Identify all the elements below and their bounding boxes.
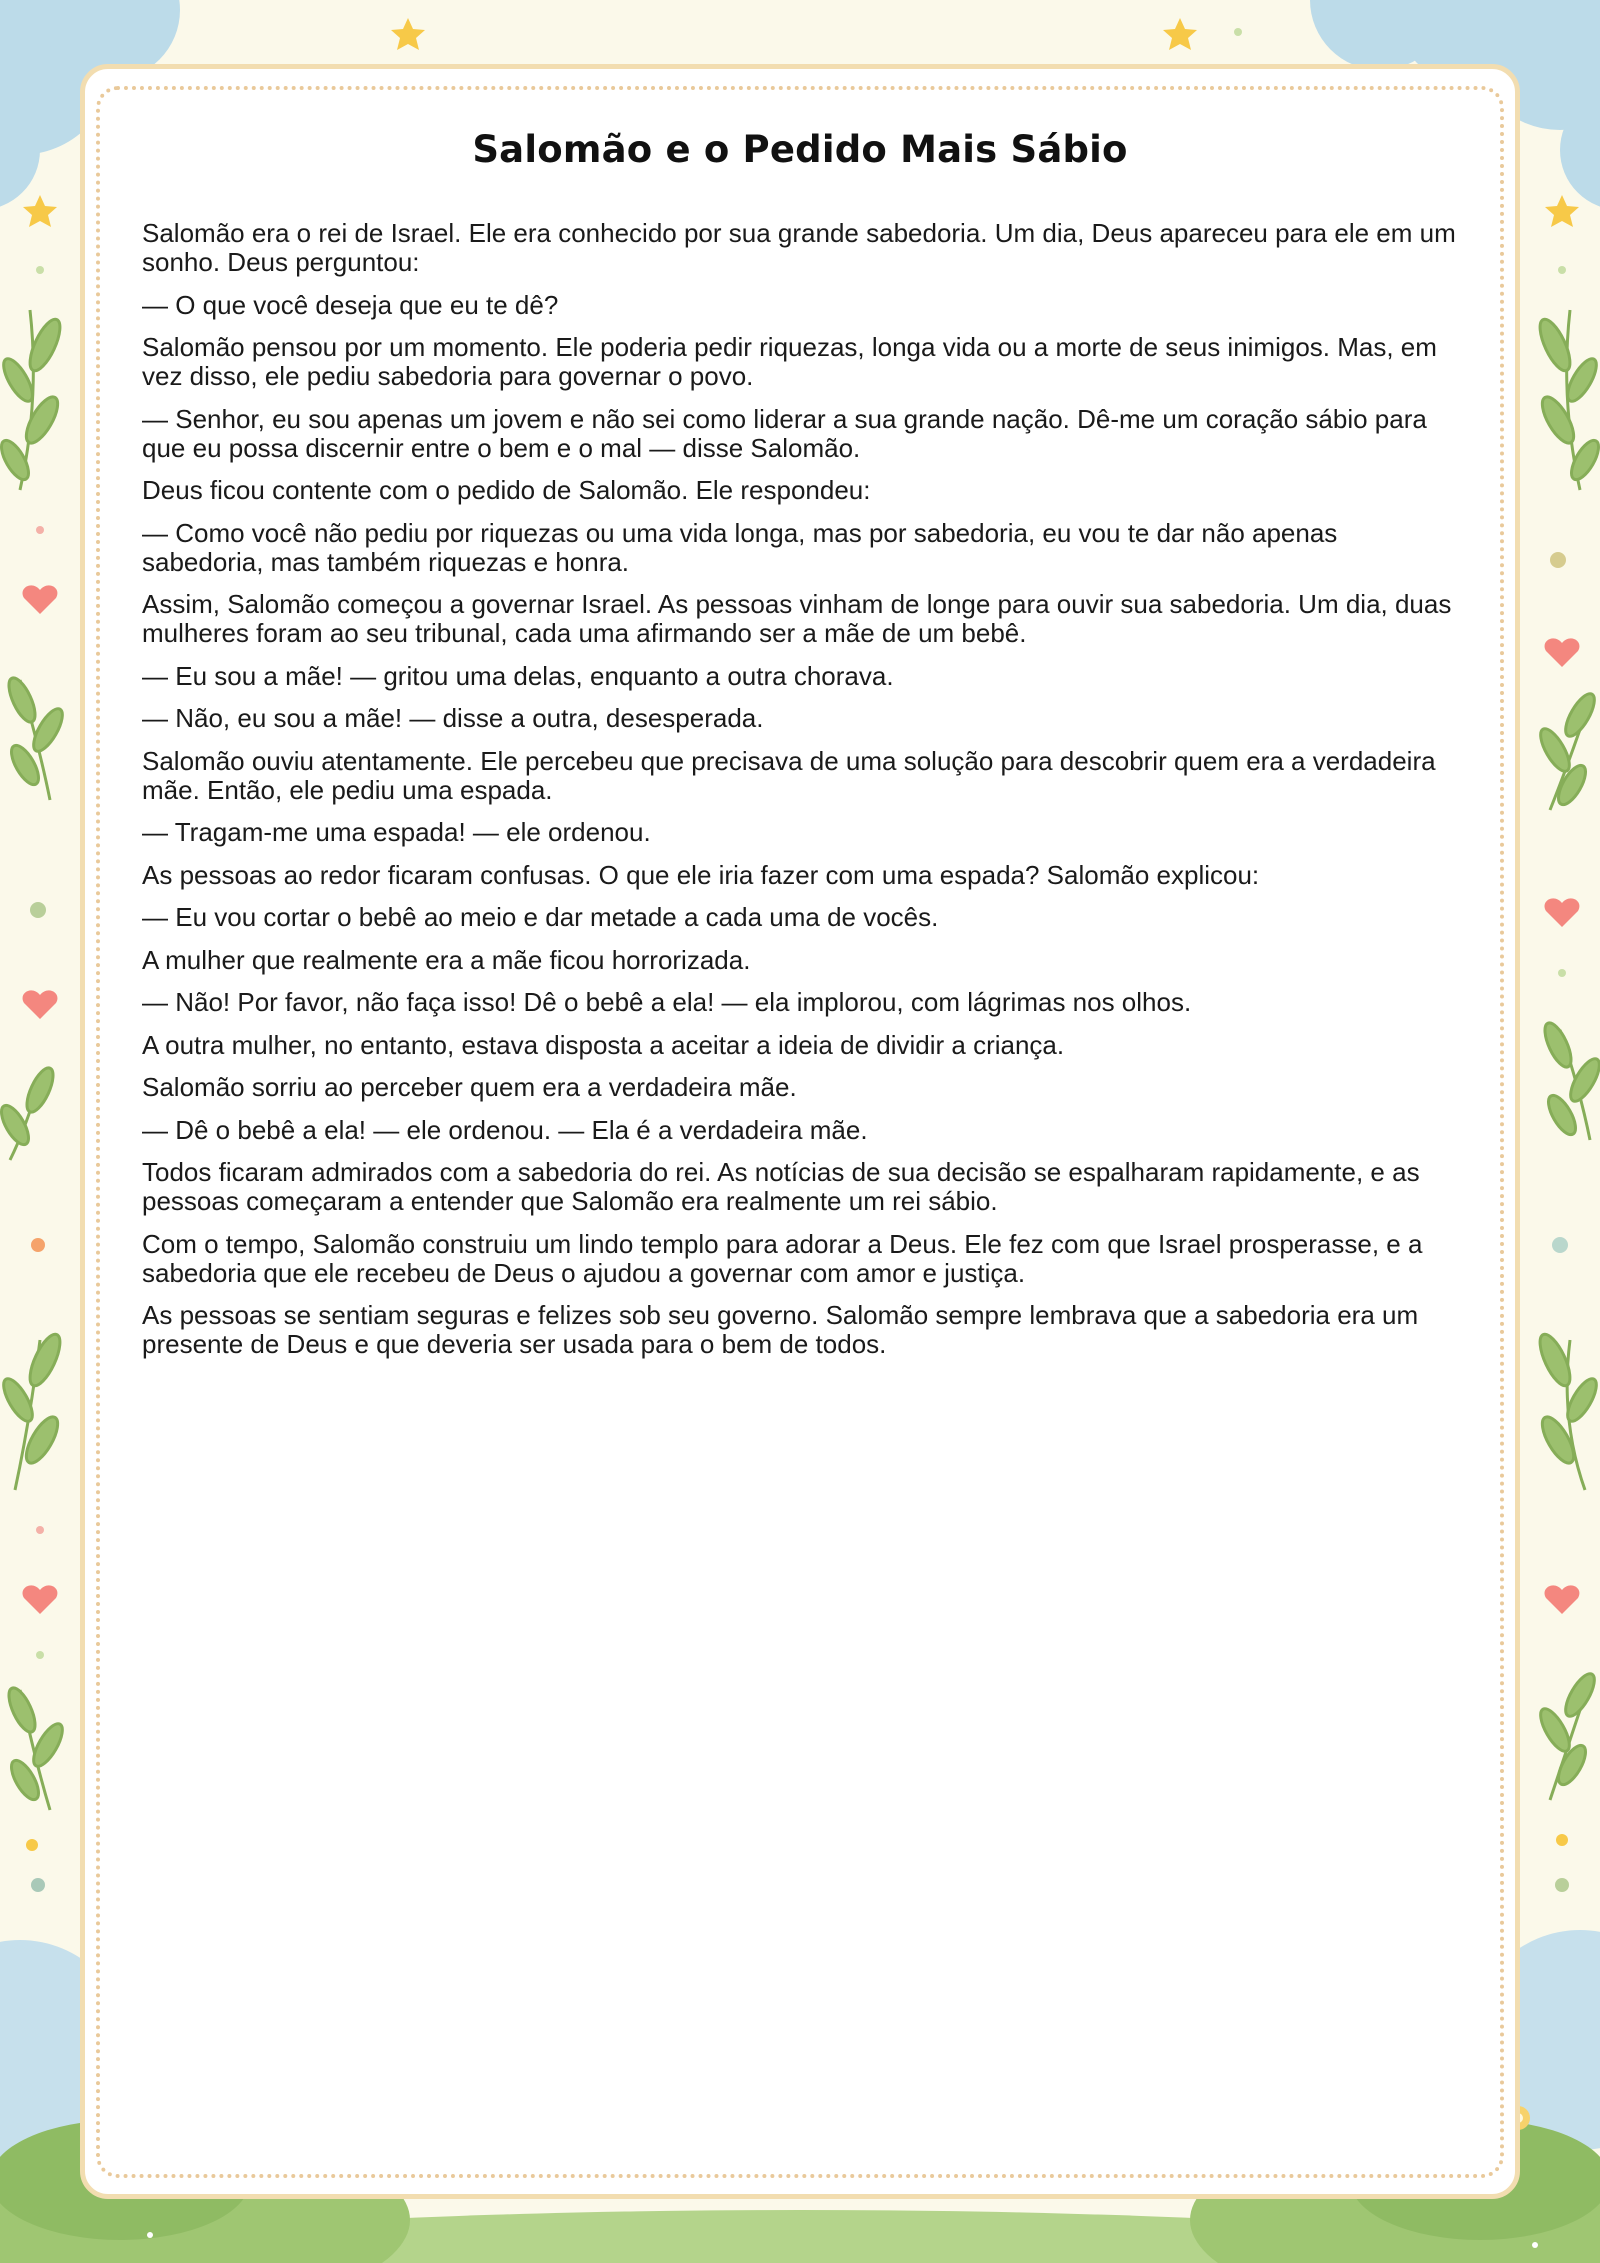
story-paragraph: A mulher que realmente era a mãe ficou horrorizada.	[142, 944, 751, 975]
story-paragraph: — Eu sou a mãe! — gritou uma delas, enquanto a outra chorava.	[142, 660, 894, 691]
story-paragraph: — Não, eu sou a mãe! — disse a outra, desesperada.	[142, 703, 764, 733]
story-paragraph: Salomão era o rei de Israel. Ele era conhecido por sua grande sabedoria. Um dia, Deus apareceu para ele em um sonho. Deus perguntou:	[142, 218, 1456, 277]
story-paragraph: Deus ficou contente com o pedido de Salomão. Ele respondeu:	[142, 475, 871, 505]
story-paragraph: Salomão ouviu atentamente. Ele percebeu que precisava de uma solução para descobrir quem era a verdadeira mãe. Então, ele pediu uma espada.	[142, 745, 1436, 805]
leaf-sprig-icon	[1534, 310, 1600, 1800]
story-paragraph: Salomão sorriu ao perceber quem era a verdadeira mãe.	[142, 1072, 797, 1102]
leaf-sprig-icon	[0, 310, 68, 1810]
story-body	[142, 219, 1458, 1359]
story-paragraph: As pessoas se sentiam seguras e felizes sob seu governo. Salomão sempre lembrava que a sabedoria era um presente de Deus e que deveria ser usada para o bem de todos.	[142, 1300, 1419, 1359]
story-paragraph: — O que você deseja que eu te dê?	[142, 289, 559, 320]
story-paragraph: Todos ficaram admirados com a sabedoria do rei. As notícias de sua decisão se espalharam rapidamente, e as pessoas começaram a entender que Salomão era realmente um rei sábio.	[142, 1157, 1420, 1216]
story-paragraph: — Como você não pediu por riquezas ou uma vida longa, mas por sabedoria, eu vou te dar não apenas sabedoria, mas também riquezas e honra.	[142, 517, 1338, 577]
story-paragraph: Assim, Salomão começou a governar Israel. As pessoas vinham de longe para ouvir sua sabedoria. Um dia, duas mulheres foram ao seu tribunal, cada uma afirmando ser a mãe de um bebê.	[142, 589, 1452, 648]
story-paragraph: — Tragam-me uma espada! — ele ordenou.	[142, 817, 651, 847]
story-paragraph: Salomão pensou por um momento. Ele poderia pedir riquezas, longa vida ou a morte de seus inimigos. Mas, em vez disso, ele pediu sabedoria para governar o povo.	[142, 332, 1437, 391]
story-paragraph: — Eu vou cortar o bebê ao meio e dar metade a cada uma de vocês.	[142, 902, 939, 932]
page-title: Salomão e o Pedido Mais Sábio	[472, 128, 1128, 171]
story-paragraph: — Não! Por favor, não faça isso! Dê o bebê a ela! — ela implorou, com lágrimas nos olhos.	[142, 987, 1192, 1017]
story-paragraph: Com o tempo, Salomão construiu um lindo templo para adorar a Deus. Ele fez com que Israel prosperasse, e a sabedoria que ele recebeu de Deus o ajudou a governar com amor e justiça.	[142, 1228, 1423, 1288]
story-paragraph: — Dê o bebê a ela! — ele ordenou. — Ela é a verdadeira mãe.	[142, 1114, 868, 1145]
story-paragraph: — Senhor, eu sou apenas um jovem e não sei como liderar a sua grande nação. Dê-me um coração sábio para que eu possa discernir entre o bem e o mal — disse Salomão.	[142, 403, 1427, 463]
story-paragraph: As pessoas ao redor ficaram confusas. O que ele iria fazer com uma espada? Salomão explicou:	[142, 859, 1260, 890]
story-content	[142, 128, 1458, 1373]
story-paragraph: A outra mulher, no entanto, estava disposta a aceitar a ideia de dividir a criança.	[142, 1029, 1065, 1060]
